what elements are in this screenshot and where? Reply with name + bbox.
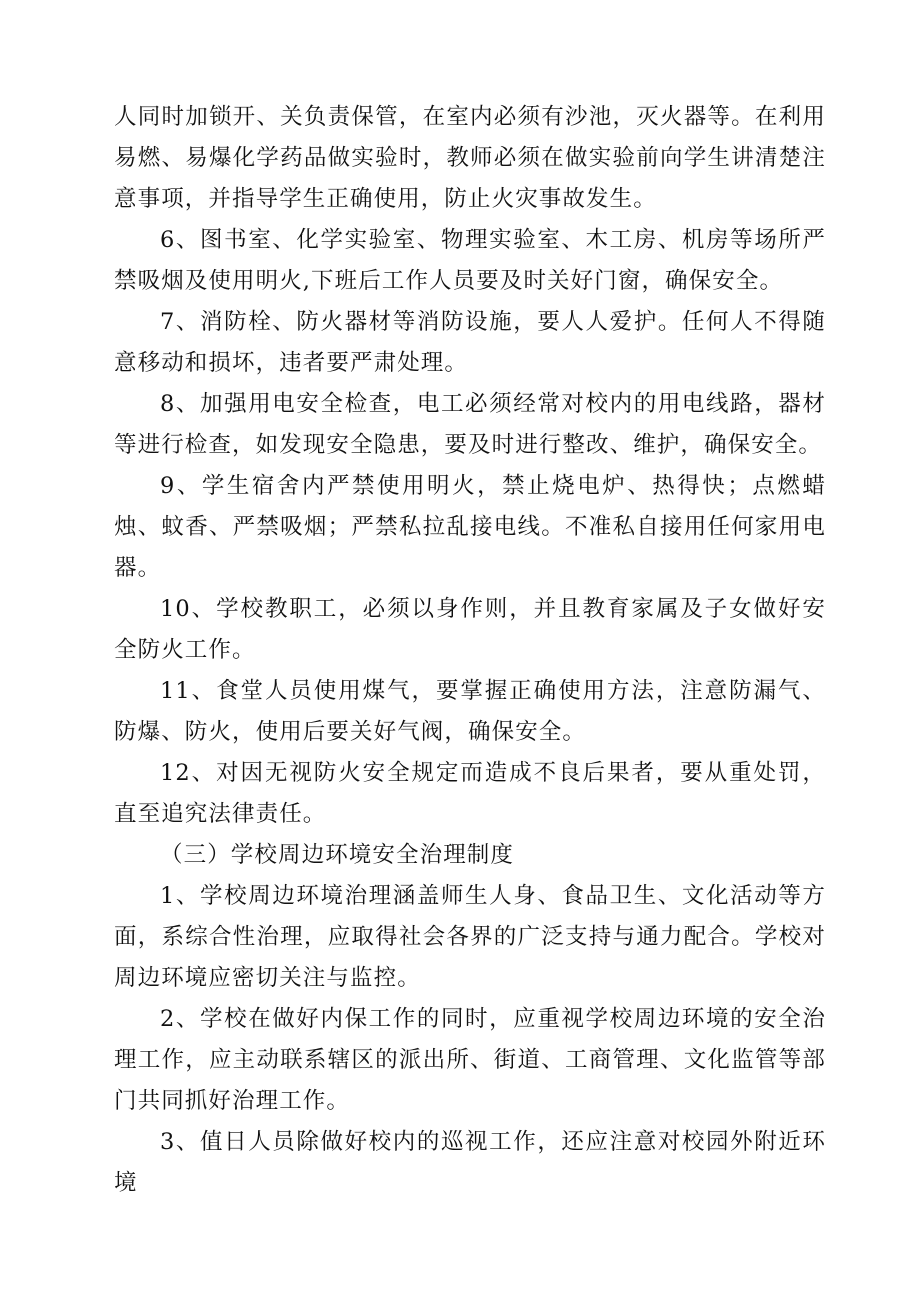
section-heading: （三）学校周边环境安全治理制度 — [160, 842, 515, 868]
paragraph-continuation: 人同时加锁开、关负责保管，在室内必须有沙池，灭火器等。在利用易燃、易爆化学药品做实验时，教师必须在做实验前向学生讲清楚注意事项，并指导学生正确使用，防止火灾事故发生。 — [114, 104, 826, 212]
paragraph-item-9: 9、学生宿舍内严禁使用明火，禁止烧电炉、热得快；点燃蜡烛、蚊香、严禁吸烟；严禁私拉乱接电线。不准私自接用任何家用电器。 — [114, 473, 826, 581]
paragraph-section3-item-3: 3、值日人员除做好校内的巡视工作，还应注意对校园外附近环境 — [114, 1129, 826, 1196]
paragraph-item-10: 10、学校教职工，必须以身作则，并且教育家属及子女做好安全防火工作。 — [114, 596, 826, 663]
document-page — [114, 97, 826, 1204]
paragraph-section3-item-2: 2、学校在做好内保工作的同时，应重视学校周边环境的安全治理工作，应主动联系辖区的派出所、街道、工商管理、文化监管等部门共同抓好治理工作。 — [114, 1006, 826, 1114]
paragraph-item-12: 12、对因无视防火安全规定而造成不良后果者，要从重处罚，直至追究法律责任。 — [114, 760, 826, 827]
paragraph-section3-item-1: 1、学校周边环境治理涵盖师生人身、食品卫生、文化活动等方面，系综合性治理，应取得社会各界的广泛支持与通力配合。学校对周边环境应密切关注与监控。 — [114, 883, 826, 991]
paragraph-item-11: 11、食堂人员使用煤气，要掌握正确使用方法，注意防漏气、防爆、防火，使用后要关好气阀，确保安全。 — [114, 678, 826, 745]
paragraph-item-8: 8、加强用电安全检查，电工必须经常对校内的用电线路，器材等进行检查，如发现安全隐患，要及时进行整改、维护，确保安全。 — [114, 391, 826, 458]
paragraph-item-6: 6、图书室、化学实验室、物理实验室、木工房、机房等场所严禁吸烟及使用明火,下班后工作人员要及时关好门窗，确保安全。 — [114, 227, 826, 294]
paragraph-item-7: 7、消防栓、防火器材等消防设施，要人人爱护。任何人不得随意移动和损坏，违者要严肃处理。 — [114, 309, 826, 376]
